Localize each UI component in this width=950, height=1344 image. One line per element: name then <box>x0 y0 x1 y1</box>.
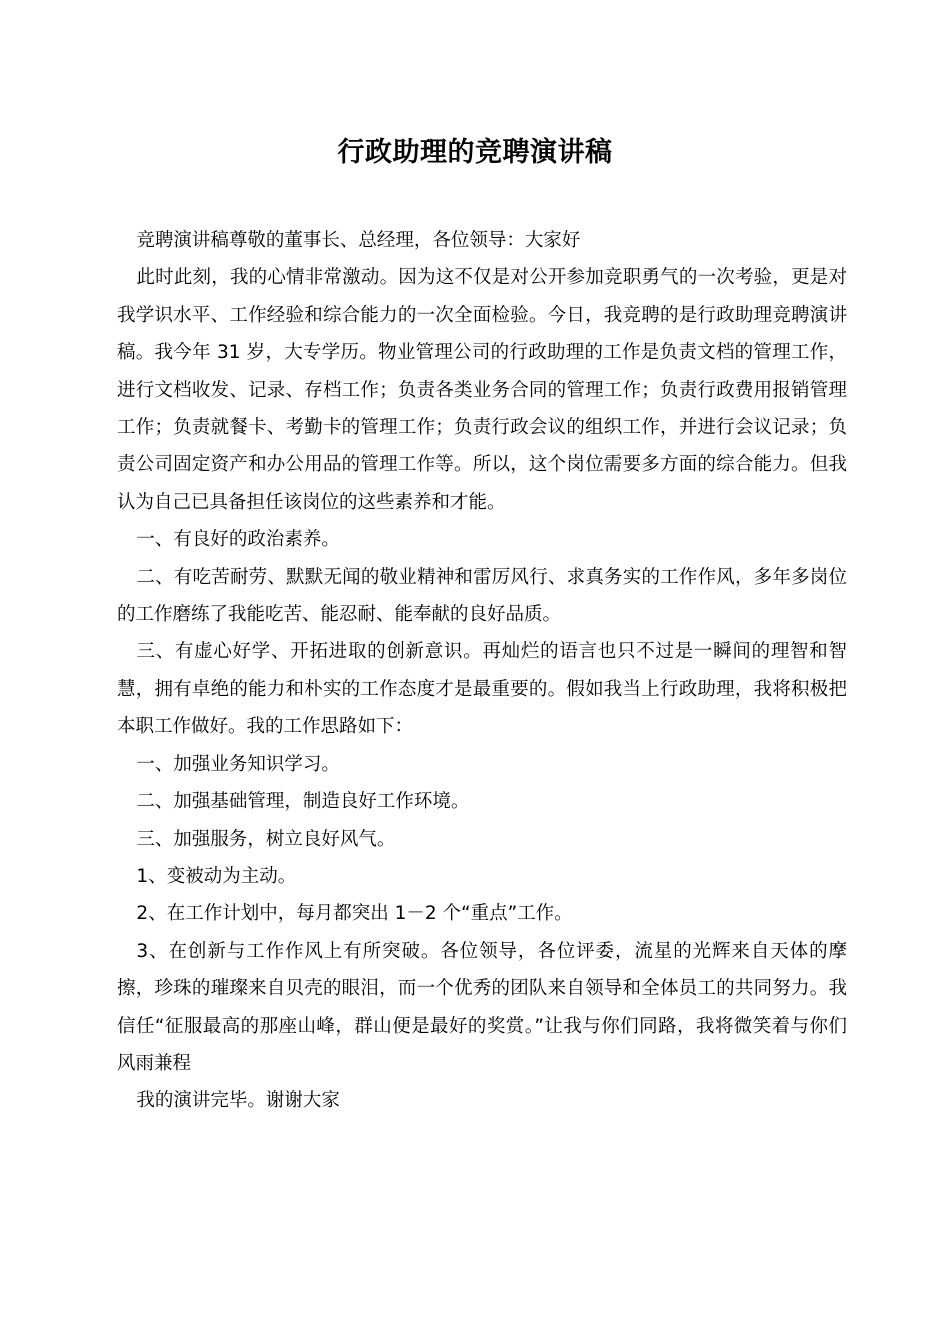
strength-2-paragraph: 二、有吃苦耐劳、默默无闻的敬业精神和雷厉风行、求真务实的工作作风，多年多岗位的工作磨练了我能吃苦、能忍耐、能奉献的良好品质。 <box>117 566 847 626</box>
introduction-paragraph: 此时此刻，我的心情非常激动。因为这不仅是对公开参加竞职勇气的一次考验，更是对我学识水平、工作经验和综合能力的一次全面检验。今日，我竞聘的是行政助理竞聘演讲稿。我今年 31 岁，大专学历。物业管理公司的行政助理的工作是负责文档的管理工作，进行文档收发、记录、存档工作；负责各类业务合同的管理工作；负责行政费用报销管理工作；负责就餐卡、考勤卡的管理工作；负责行政会议的组织工作，并进行会议记录；负责公司固定资产和办公用品的管理工作等。所以，这个岗位需要多方面的综合能力。但我认为自己已具备担任该岗位的这些素养和才能。 <box>117 267 847 513</box>
closing-paragraph: 我的演讲完毕。谢谢大家 <box>136 1090 340 1112</box>
plan-3-paragraph: 三、加强服务，树立良好风气。 <box>136 828 396 850</box>
measure-3-paragraph: 3、在创新与工作作风上有所突破。各位领导，各位评委，流星的光辉来自天体的摩擦，珍珠的璀璨来自贝壳的眼泪，而一个优秀的团队来自领导和全体员工的共同努力。我信任“征服最高的那座山峰，群山便是最好的奖赏。”让我与你们同路，我将微笑着与你们风雨兼程 <box>117 940 847 1074</box>
document-title: 行政助理的竞聘演讲稿 <box>337 137 613 168</box>
document-body <box>117 222 847 1120</box>
strength-1-paragraph: 一、有良好的政治素养。 <box>136 529 340 551</box>
plan-1-paragraph: 一、加强业务知识学习。 <box>136 753 340 775</box>
strength-3-paragraph: 三、有虚心好学、开拓进取的创新意识。再灿烂的语言也只不过是一瞬间的理智和智慧，拥有卓绝的能力和朴实的工作态度才是最重要的。假如我当上行政助理，我将积极把本职工作做好。我的工作思路如下： <box>117 641 847 738</box>
greeting-paragraph: 竞聘演讲稿尊敬的董事长、总经理，各位领导：大家好 <box>136 230 581 251</box>
measure-1-paragraph: 1、变被动为主动。 <box>136 865 297 887</box>
plan-2-paragraph: 二、加强基础管理，制造良好工作环境。 <box>136 791 470 813</box>
measure-2-paragraph: 2、在工作计划中，每月都突出 1－2 个“重点”工作。 <box>136 903 573 925</box>
